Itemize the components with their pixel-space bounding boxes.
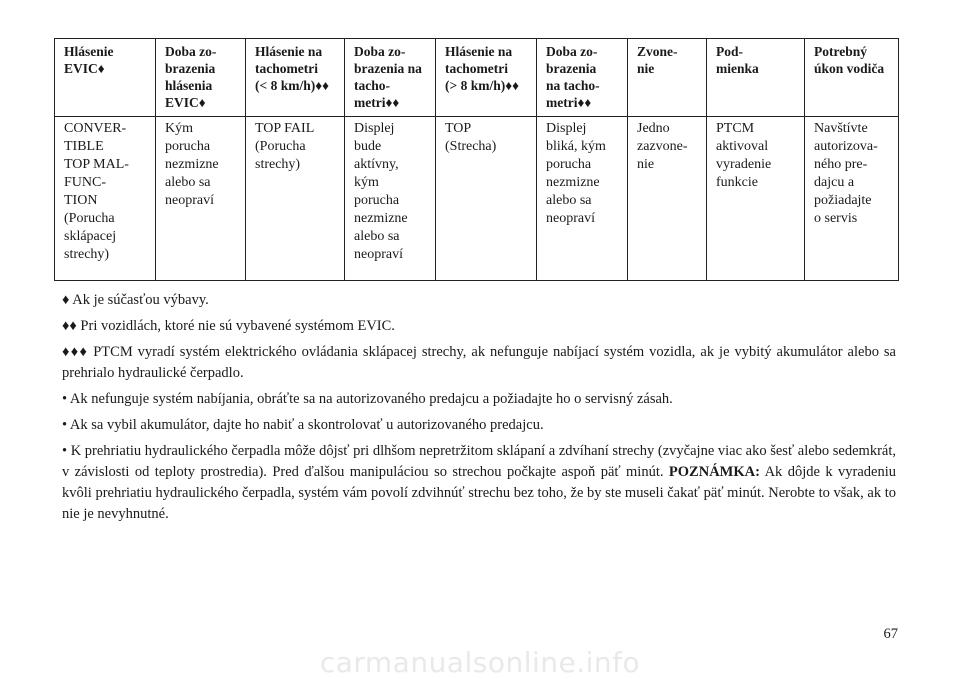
- header-evic-duration: Doba zo- brazenia hlásenia EVIC♦: [156, 39, 246, 117]
- warning-messages-table: [54, 38, 899, 281]
- footnote-1: ♦ Ak je súčasťou výbavy.: [62, 292, 209, 308]
- header-cluster-duration-high-speed: Doba zo- brazenia na tacho- metri♦♦: [537, 39, 628, 117]
- bullet-battery: • Ak sa vybil akumulátor, dajte ho nabiť a skontrolovať u autorizovaného predajcu.: [62, 417, 544, 433]
- pump-overheat-text: • K prehriatiu hydraulického čerpadla môže dôjsť pri dlhšom nepretržitom sklápaní a zdvíhaní strechy (zvyčajne viac ako šesť alebo sedemkrát, v závislosti od teploty prostredia). Pred ďalšou manipuláciou so strechou počkajte aspoň päť minút.: [62, 443, 897, 480]
- header-condition: Pod- mienka: [707, 39, 805, 117]
- watermark: carmanualsonline.info: [319, 646, 641, 679]
- footnotes: [62, 290, 896, 530]
- cell-cluster-message-high-speed: TOP (Strecha): [436, 117, 537, 281]
- header-chime: Zvone- nie: [628, 39, 707, 117]
- header-cluster-message-low-speed: Hlásenie na tachometri (< 8 km/h)♦♦: [246, 39, 345, 117]
- footnote-3: ♦♦♦ PTCM vyradí systém elektrického ovládania sklápacej strechy, ak nefunguje nabíjací systém vozidla, ak je vybitý akumulátor alebo sa prehrialo hydraulické čerpadlo.: [62, 344, 896, 381]
- cell-driver-action: Navštívte autorizova- ného pre- dajcu a požiadajte o servis: [805, 117, 899, 281]
- note-text: Ak dôjde k vyradeniu kvôli prehriatiu hydraulického čerpadla, systém vám povolí zdvihnúť strechu bez toho, že by ste museli čakať päť minút. Nerobte to však, ak to nie je nevyhnutné.: [62, 464, 896, 522]
- page-number: 67: [883, 626, 898, 642]
- footnote-2: ♦♦ Pri vozidlách, ktoré nie sú vybavené systémom EVIC.: [62, 318, 395, 334]
- note-label: POZNÁMKA:: [668, 464, 760, 480]
- bullet-pump-overheat: [62, 441, 896, 525]
- cell-evic-message: CONVER- TIBLE TOP MAL- FUNC- TION (Porucha sklápacej strechy): [55, 117, 156, 281]
- cell-evic-duration: Kým porucha nezmizne alebo sa neopraví: [156, 117, 246, 281]
- header-driver-action: Potrebný úkon vodiča: [805, 39, 899, 117]
- cell-cluster-duration-low-speed: Displej bude aktívny, kým porucha nezmizne alebo sa neopraví: [345, 117, 436, 281]
- cell-chime: Jedno zazvone- nie: [628, 117, 707, 281]
- header-cluster-message-high-speed: Hlásenie na tachometri (> 8 km/h)♦♦: [436, 39, 537, 117]
- cell-cluster-duration-high-speed: Displej bliká, kým porucha nezmizne alebo sa neopraví: [537, 117, 628, 281]
- cell-condition: PTCM aktivoval vyradenie funkcie: [707, 117, 805, 281]
- table-header-row: [55, 39, 899, 117]
- table-row: [55, 117, 899, 281]
- cell-cluster-message-low-speed: TOP FAIL (Porucha strechy): [246, 117, 345, 281]
- header-evic-message: Hlásenie EVIC♦: [55, 39, 156, 117]
- header-cluster-duration-low-speed: Doba zo- brazenia na tacho- metri♦♦: [345, 39, 436, 117]
- bullet-charging-system: • Ak nefunguje systém nabíjania, obráťte sa na autorizovaného predajcu a požiadajte ho o servisný zásah.: [62, 391, 673, 407]
